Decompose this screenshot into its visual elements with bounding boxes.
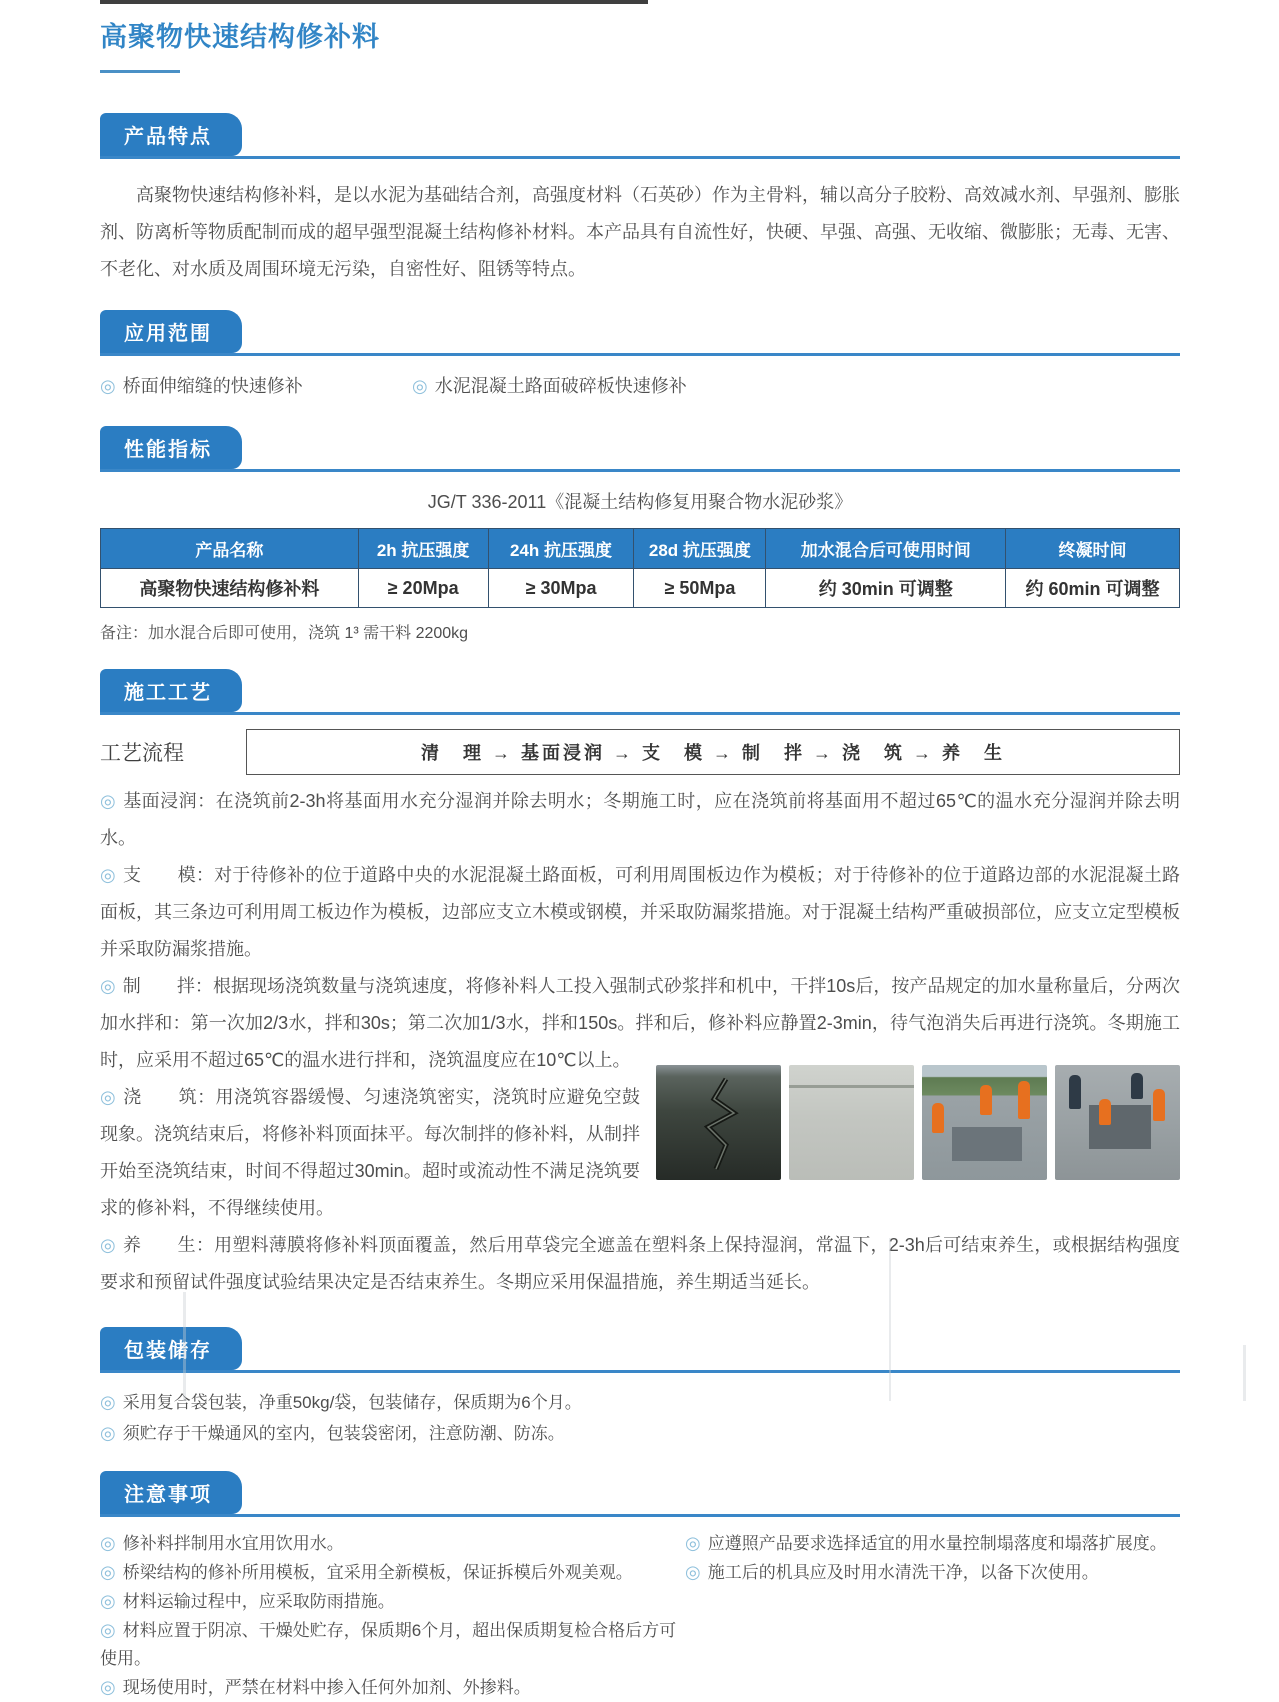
top-edge-artifact	[100, 0, 648, 4]
table-cell: 高聚物快速结构修补料	[101, 569, 359, 608]
worker-figure	[1018, 1081, 1030, 1119]
section-header-performance	[100, 426, 1180, 472]
section-applications	[100, 310, 1180, 398]
features-paragraph: 高聚物快速结构修补料，是以水泥为基础结合剂，高强度材料（石英砂）作为主骨料，辅以高分子胶粉、高效减水剂、早强剂、膨胀剂、防离析等物质配制而成的超早强型混凝土结构修补材料。本产品具有自流性好，快硬、早强、高强、无收缩、微膨胀；无毒、无害、不老化、对水质及周围环境无污染，自密性好、阻锈等特点。	[100, 185, 1180, 279]
ring-bullet-icon: ◎	[100, 1620, 116, 1640]
ring-bullet-icon: ◎	[100, 1562, 116, 1582]
process-step-text: 制 拌：根据现场浇筑数量与浇筑速度，将修补料人工投入强制式砂浆拌和机中，干拌10s后，按产品规定的加水量称量后，分两次加水拌和：第一次加2/3水，拌和30s；第二次加1/3水，拌和150s。拌和后，修补料应静置2-3min，待气泡消失后再进行浇筑。冬期施工时，应采用不超过65℃的温水进行拌和，浇筑温度应在10℃以上。	[100, 976, 1180, 1070]
note-item	[100, 1558, 685, 1587]
section-tab-notes: 注意事项	[100, 1471, 242, 1514]
table-row	[101, 569, 1180, 608]
note-item-label: 桥梁结构的修补所用模板，宜采用全新模板，保证拆模后外观美观。	[122, 1563, 633, 1582]
application-item	[412, 372, 687, 398]
section-tab-process: 施工工艺	[100, 669, 242, 712]
ring-bullet-icon: ◎	[100, 1087, 117, 1107]
table-cell: 约 30min 可调整	[766, 569, 1006, 608]
table-header-cell: 28d 抗压强度	[634, 529, 766, 569]
ring-bullet-icon: ◎	[100, 1533, 116, 1553]
worker-figure	[1131, 1073, 1143, 1099]
process-step-text: 浇 筑：用浇筑容器缓慢、匀速浇筑密实，浇筑时应避免空鼓现象。浇筑结束后，将修补料顶面抹平。每次制拌的修补料，从制拌开始至浇筑结束，时间不得超过30min。超时或流动性不满足浇筑要求的修补料，不得继续使用。	[100, 1087, 640, 1218]
table-header-cell: 24h 抗压强度	[488, 529, 634, 569]
process-step	[100, 1227, 1180, 1301]
ring-bullet-icon: ◎	[100, 976, 116, 996]
ring-bullet-icon: ◎	[100, 1235, 116, 1255]
note-item-label: 修补料拌制用水宜用饮用水。	[122, 1534, 344, 1553]
section-features	[100, 113, 1180, 288]
notes-right-column	[685, 1529, 1180, 1702]
ring-bullet-icon: ◎	[100, 1591, 116, 1611]
ring-bullet-icon: ◎	[100, 1392, 116, 1412]
table-header-cell: 终凝时间	[1006, 529, 1180, 569]
table-footnote: 备注：加水混合后即可使用，浇筑 1³ 需干料 2200kg	[100, 625, 469, 642]
notes-left-column	[100, 1529, 685, 1702]
ring-bullet-icon: ◎	[685, 1533, 701, 1553]
section-performance	[100, 426, 1180, 643]
road-repair-crew-photo	[922, 1065, 1047, 1180]
section-header-process	[100, 669, 1180, 715]
cracked-pavement-photo	[656, 1065, 781, 1180]
application-item-label: 桥面伸缩缝的快速修补	[122, 376, 303, 396]
section-tab-features: 产品特点	[100, 113, 242, 156]
flow-label: 工艺流程	[100, 742, 184, 765]
ring-bullet-icon: ◎	[100, 376, 116, 396]
flow-diagram: 清 理 → 基面浸润 → 支 模 → 制 拌 → 浇 筑 → 养 生	[246, 729, 1180, 775]
note-item	[685, 1558, 1180, 1587]
process-step	[100, 783, 1180, 857]
section-tab-packaging: 包装储存	[100, 1327, 242, 1370]
section-packaging	[100, 1327, 1180, 1449]
worker-figure	[932, 1103, 944, 1133]
section-header-packaging	[100, 1327, 1180, 1373]
application-item	[100, 372, 412, 398]
note-item	[685, 1529, 1180, 1558]
watermark-shape	[183, 1292, 186, 1401]
applications-list	[100, 372, 1180, 398]
note-item-label: 应遵照产品要求选择适宜的用水量控制塌落度和塌落扩展度。	[707, 1534, 1167, 1553]
process-step	[100, 857, 1180, 968]
section-header-applications	[100, 310, 1180, 356]
table-cell: ≥ 50Mpa	[634, 569, 766, 608]
crack-graphic	[656, 1065, 781, 1180]
section-header-features	[100, 113, 1180, 159]
ring-bullet-icon: ◎	[685, 1562, 701, 1582]
table-header-cell: 产品名称	[101, 529, 359, 569]
note-item-label: 施工后的机具应及时用水清洗干净，以备下次使用。	[707, 1563, 1099, 1582]
worker-figure	[980, 1085, 992, 1115]
table-cell: ≥ 20Mpa	[358, 569, 488, 608]
repair-patch	[952, 1127, 1022, 1161]
note-item	[100, 1529, 685, 1558]
title-underline	[100, 70, 180, 73]
process-steps	[100, 783, 1180, 1301]
process-step-text: 支 模：对于待修补的位于道路中央的水泥混凝土路面板，可利用周围板边作为模板；对于待修补的位于道路边部的水泥混凝土路面板，其三条边可利用周工板边作为模板，边部应支立木模或钢模，并采取防漏浆措施。对于混凝土结构严重破损部位，应支立定型模板并采取防漏浆措施。	[100, 865, 1180, 959]
packaging-item	[100, 1387, 1180, 1418]
watermark-shape	[889, 1238, 891, 1401]
table-cell: ≥ 30Mpa	[488, 569, 634, 608]
table-header-row	[101, 529, 1180, 569]
packaging-item-label: 采用复合袋包装，净重50kg/袋，包装储存，保质期为6个月。	[122, 1393, 582, 1412]
section-header-notes	[100, 1471, 1180, 1517]
worker-figure	[1069, 1075, 1081, 1109]
note-item-label: 材料运输过程中，应采取防雨措施。	[122, 1592, 395, 1611]
ring-bullet-icon: ◎	[100, 865, 116, 885]
process-flow-row	[100, 729, 1180, 775]
table-header-cell: 加水混合后可使用时间	[766, 529, 1006, 569]
process-photos	[656, 1065, 1180, 1180]
performance-table	[100, 528, 1180, 608]
section-tab-applications: 应用范围	[100, 310, 242, 353]
note-item	[100, 1587, 685, 1616]
packaging-list	[100, 1387, 1180, 1449]
ring-bullet-icon: ◎	[100, 1423, 116, 1443]
note-item-label: 材料应置于阴凉、干燥处贮存，保质期6个月，超出保质期复检合格后方可使用。	[100, 1621, 677, 1668]
packaging-item-label: 须贮存于干燥通风的室内，包装袋密闭，注意防潮、防冻。	[122, 1424, 565, 1443]
section-tab-performance: 性能指标	[100, 426, 242, 469]
packaging-item	[100, 1418, 1180, 1449]
process-step-text: 养 生：用塑料薄膜将修补料顶面覆盖，然后用草袋完全遮盖在塑料条上保持湿润，常温下，2-3h后可结束养生，或根据结构强度要求和预留试件强度试验结果决定是否结束养生。冬期应采用保温措施，养生期适当延长。	[100, 1235, 1180, 1292]
watermark-shape	[1243, 1345, 1246, 1401]
standard-reference: JG/T 336-2011《混凝土结构修复用聚合物水泥砂浆》	[427, 492, 853, 512]
page-title: 高聚物快速结构修补料	[100, 22, 380, 52]
section-process	[100, 669, 1180, 1301]
worker-figure	[1153, 1089, 1165, 1121]
table-cell: 约 60min 可调整	[1006, 569, 1180, 608]
ring-bullet-icon: ◎	[100, 1677, 116, 1697]
ring-bullet-icon: ◎	[100, 791, 117, 811]
ring-bullet-icon: ◎	[412, 376, 428, 396]
note-item-label: 现场使用时，严禁在材料中掺入任何外加剂、外掺料。	[122, 1678, 531, 1697]
process-step-text: 基面浸润：在浇筑前2-3h将基面用水充分湿润并除去明水；冬期施工时，应在浇筑前将基面用不超过65℃的温水充分湿润并除去明水。	[100, 791, 1180, 848]
note-item	[100, 1616, 685, 1673]
section-notes	[100, 1471, 1180, 1702]
process-step	[100, 968, 1180, 1079]
table-header-cell: 2h 抗压强度	[358, 529, 488, 569]
concrete-surface-photo	[789, 1065, 914, 1180]
application-item-label: 水泥混凝土路面破碎板快速修补	[434, 376, 687, 396]
worker-figure	[1099, 1099, 1111, 1125]
patch-casting-crew-photo	[1055, 1065, 1180, 1180]
concrete-joint	[789, 1085, 914, 1088]
note-item	[100, 1673, 685, 1702]
notes-columns	[100, 1529, 1180, 1702]
